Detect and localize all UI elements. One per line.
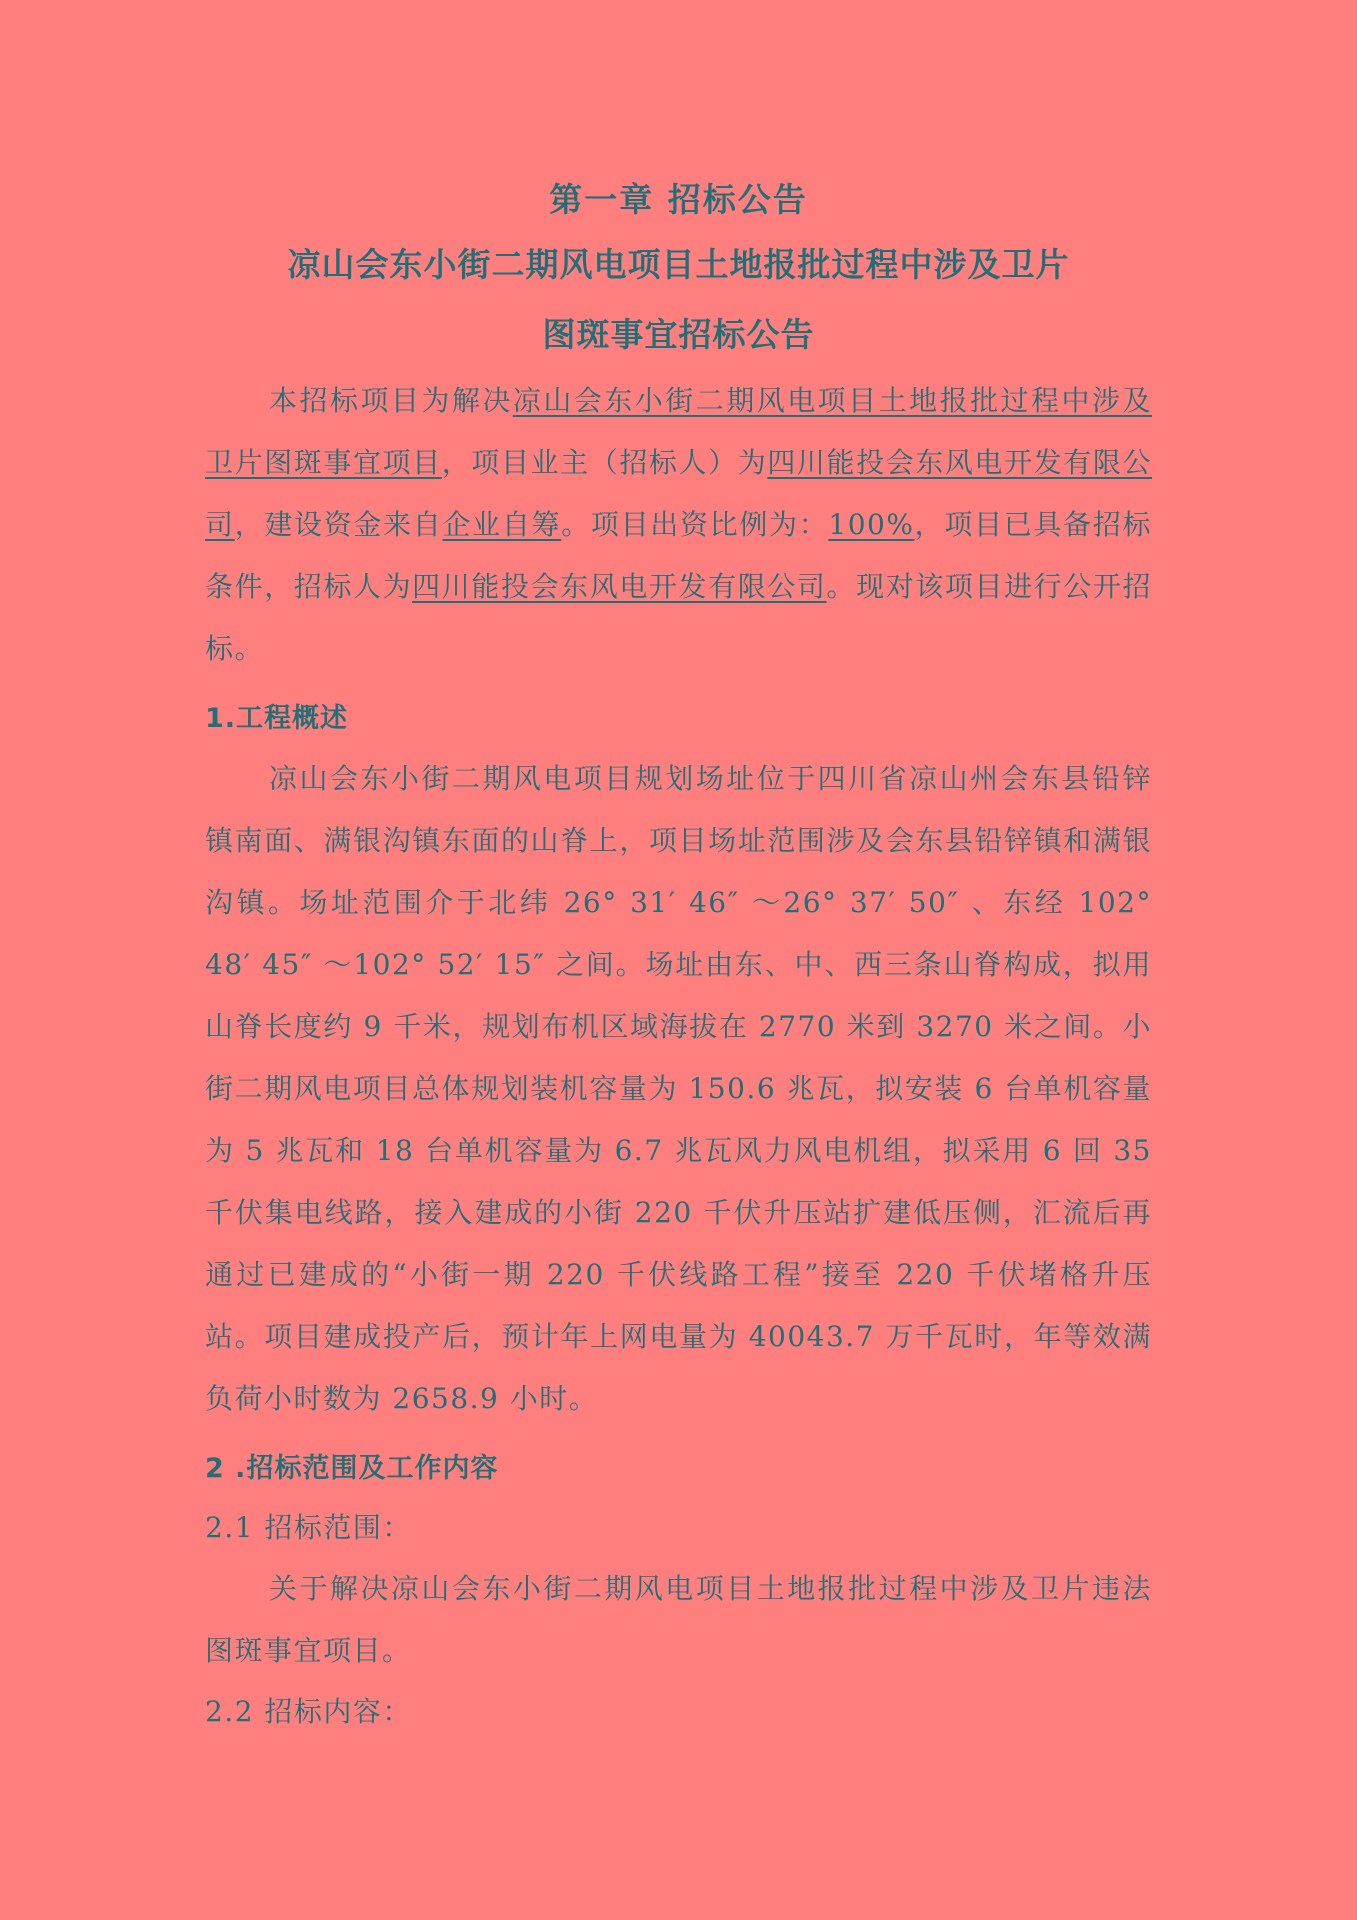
intro-paragraph <box>205 370 1152 680</box>
document-title-line2: 图斑事宜招标公告 <box>542 315 815 354</box>
intro-text: 本招标项目为解决 <box>269 384 513 417</box>
section1-heading: 1.工程概述 <box>205 703 349 734</box>
document-page <box>205 170 1152 1742</box>
section2-2-heading: 2.2 招标内容： <box>205 1695 412 1728</box>
intro-text: 。项目出资比例为： <box>561 508 829 541</box>
document-title-line1: 凉山会东小街二期风电项目土地报批过程中涉及卫片 <box>287 245 1070 284</box>
section2-1-heading: 2.1 招标范围： <box>205 1511 412 1544</box>
section2-1-body: 关于解决凉山会东小街二期风电项目土地报批过程中涉及卫片违法图斑事宜项目。 <box>205 1572 1152 1667</box>
document-title <box>205 230 1152 370</box>
section2-heading: 2 .招标范围及工作内容 <box>205 1453 499 1484</box>
tenderer-name: 四川能投会东风电开发有限公司 <box>412 570 827 603</box>
project-name: 凉山会东小街二期风电项目土地报批过程中涉及卫片图斑事宜项目 <box>205 384 1152 479</box>
intro-text: ，建设资金来自 <box>234 508 443 541</box>
intro-text: ，项目业主（招标人）为 <box>441 446 768 479</box>
section1-body: 凉山会东小街二期风电项目规划场址位于四川省凉山州会东县铅锌镇南面、满银沟镇东面的山脊上，项目场址范围涉及会东县铅锌镇和满银沟镇。场址范围介于北纬 26° 31′ 46″ ～26° 37′ 50″ 、东经 102° 48′ 45″ ～102° 52′ 15″ 之间。场址由东、中、西三条山脊构成，拟用山脊长度约 9 千米，规划布机区域海拔在 2770 米到 3270 米之间。小街二期风电项目总体规划装机容量为 150.6 兆瓦，拟安装 6 台单机容量为 5 兆瓦和 18 台单机容量为 6.7 兆瓦风力风电机组，拟采用 6 回 35 千伏集电线路，接入建成的小街 220 千伏升压站扩建低压侧，汇流后再通过已建成的“小街一期 220 千伏线路工程”接至 220 千伏堵格升压站。项目建成投产后，预计年上网电量为 40043.7 万千瓦时，年等效满负荷小时数为 2658.9 小时。 <box>205 762 1152 1415</box>
intro-text: 。现对该项目进行公开招标。 <box>205 570 1152 665</box>
funding-ratio: 100% <box>828 508 915 541</box>
funding-source: 企业自筹 <box>442 508 562 541</box>
intro-text: ，项目已具备招标条件，招标人为 <box>205 508 1152 603</box>
owner-name: 四川能投会东风电开发有限公司 <box>205 446 1152 541</box>
chapter-title: 第一章 招标公告 <box>549 180 808 219</box>
